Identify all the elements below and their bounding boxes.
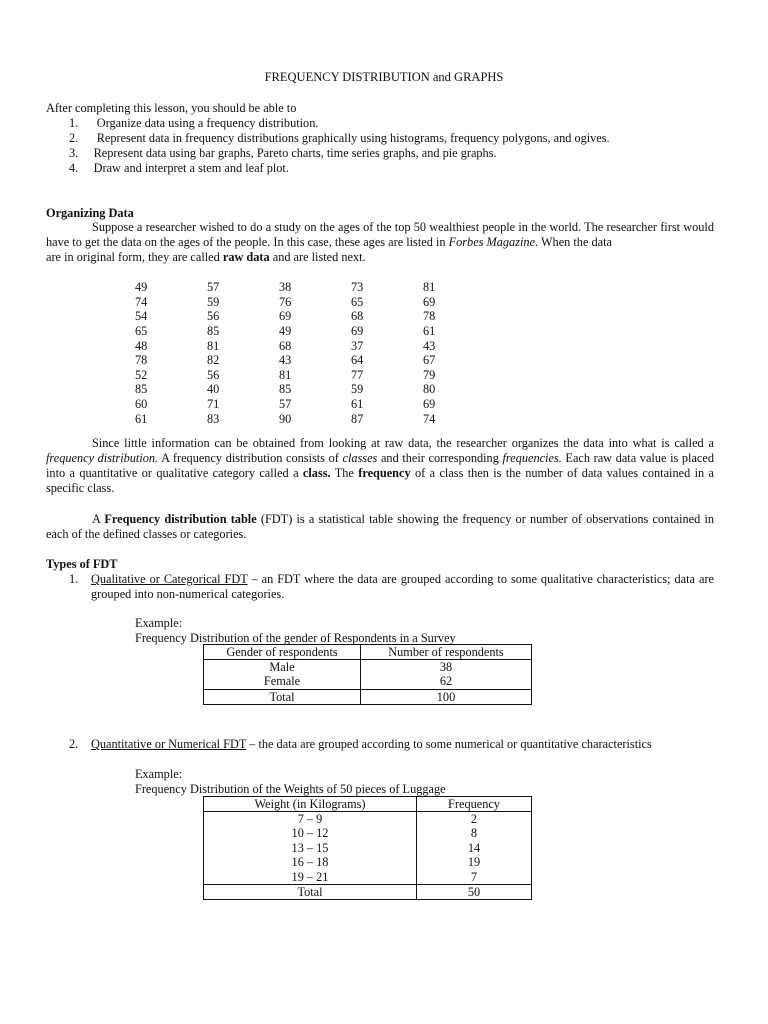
raw-data-row [120, 368, 480, 383]
text-run: . When the data [535, 235, 612, 249]
raw-data-cell: 77 [351, 367, 364, 382]
table-cell: 2 [470, 812, 478, 826]
raw-data-cell: 79 [423, 367, 436, 382]
term-fdt: Frequency distribution table [104, 512, 257, 526]
frequency-column [417, 812, 532, 885]
term-frequencies: frequencies. [502, 451, 562, 465]
table-cell: 14 [467, 840, 481, 855]
raw-data-cell: 57 [207, 280, 220, 295]
raw-data-cell: 81 [207, 338, 220, 353]
raw-data-cell: 61 [135, 411, 148, 426]
term-class: class. [302, 466, 331, 480]
term-frequency: frequency [358, 466, 411, 480]
raw-data-cell: 48 [135, 338, 148, 353]
raw-data-cell: 61 [351, 397, 364, 412]
raw-data-cell: 54 [135, 309, 148, 324]
objective-text: Draw and interpret a stem and leaf plot. [93, 161, 289, 175]
objective-number: 4. [69, 161, 79, 175]
text-run: – an FDT where the data are grouped according to some qualitative characteristics; data are grouped into non-numerical categories. [91, 572, 714, 601]
gender-column [204, 660, 361, 690]
raw-data-cell: 59 [207, 294, 220, 309]
type-1-description [91, 572, 714, 602]
text-run: Each raw data value is placed into a quantitative or qualitative category called a [46, 451, 714, 480]
raw-data-cell: 56 [207, 309, 220, 324]
raw-data-row [120, 338, 480, 353]
raw-data-cell: 64 [351, 353, 364, 368]
raw-data-cell: 43 [279, 353, 292, 368]
text-run: A [92, 512, 105, 526]
raw-data-cell: 52 [135, 367, 148, 382]
table-total-value: 100 [361, 689, 532, 704]
table-cell: 16 – 18 [291, 855, 329, 870]
table-total-label: Total [204, 884, 417, 899]
table-cell: Male [269, 660, 295, 674]
table-cell: 19 – 21 [291, 869, 329, 884]
type-2-number: 2. [69, 737, 79, 751]
raw-data-cell: 49 [279, 324, 292, 339]
raw-data-cell: 67 [423, 353, 436, 368]
raw-data-cell: 40 [207, 382, 220, 397]
raw-data-cell: 57 [279, 397, 292, 412]
text-run: and are listed next. [269, 250, 366, 264]
objective-number: 3. [69, 146, 79, 160]
raw-data-row [120, 353, 480, 368]
raw-data-row [120, 295, 480, 310]
raw-data-cell: 43 [423, 338, 436, 353]
table-cell: 10 – 12 [291, 826, 329, 841]
organizing-paragraph-1-end [46, 250, 366, 264]
raw-data-cell: 78 [135, 353, 148, 368]
raw-data-row [120, 324, 480, 339]
raw-data-cell: 69 [351, 324, 364, 339]
raw-data-cell: 81 [423, 280, 436, 295]
objective-item-2 [69, 131, 610, 145]
table-cell: 13 – 15 [291, 840, 329, 855]
raw-data-cell: 61 [423, 324, 436, 339]
raw-data-row [120, 397, 480, 412]
table-header: Number of respondents [361, 645, 532, 660]
example-1-caption: Frequency Distribution of the gender of Respondents in a Survey [135, 631, 456, 645]
organizing-paragraph-1 [46, 220, 714, 250]
raw-data-cell: 65 [351, 294, 364, 309]
raw-data-cell: 90 [279, 411, 292, 426]
table-cell: 8 [470, 826, 478, 841]
raw-data-cell: 69 [279, 309, 292, 324]
weight-column [204, 812, 417, 885]
type-2-description [91, 737, 652, 751]
raw-data-cell: 71 [207, 397, 220, 412]
text-run: A frequency distribution consists of [158, 451, 343, 465]
raw-data-cell: 49 [135, 280, 148, 295]
example-1-label: Example: [135, 616, 183, 630]
table-cell: 62 [439, 674, 453, 689]
raw-data-cell: 73 [351, 280, 364, 295]
text-run: of a class then is the number of data values contained in a specific class. [46, 466, 715, 495]
raw-data-row [120, 280, 480, 295]
raw-data-row [120, 411, 480, 426]
raw-data-cell: 65 [135, 324, 148, 339]
raw-data-term: raw data [222, 250, 270, 264]
table-total-value: 50 [417, 884, 532, 899]
objective-text: Represent data using bar graphs, Pareto charts, time series graphs, and pie graphs. [93, 146, 497, 160]
table-cell: Female [263, 674, 301, 689]
raw-data-cell: 74 [423, 411, 436, 426]
raw-data-cell: 80 [423, 382, 436, 397]
table-header: Frequency [417, 797, 532, 812]
table-header: Weight (in Kilograms) [204, 797, 417, 812]
types-heading: Types of FDT [46, 557, 118, 571]
raw-data-cell: 69 [423, 397, 436, 412]
table-total-label: Total [204, 689, 361, 704]
raw-data-cell: 69 [423, 294, 436, 309]
raw-data-cell: 68 [351, 309, 364, 324]
objectives-intro: After completing this lesson, you should be able to [46, 101, 297, 115]
raw-data-cell: 85 [207, 324, 220, 339]
text-run: are in original form, they are called [46, 250, 223, 264]
magazine-name: Forbes Magazine [448, 235, 536, 249]
type-1-number: 1. [69, 572, 79, 586]
objective-number: 1. [69, 116, 79, 130]
organizing-data-heading: Organizing Data [46, 206, 134, 220]
objective-text: Represent data in frequency distributions graphically using histograms, frequency polygons, and ogives. [96, 131, 610, 145]
raw-data-cell: 38 [279, 280, 292, 295]
text-run: Suppose a researcher wished to do a study on the ages of the top 50 wealthiest people in the world. The researcher first would have to get the data on the ages of the people. In this case, these ages are listed in [46, 220, 714, 249]
table-cell: 7 – 9 [297, 812, 323, 826]
raw-data-cell: 37 [351, 338, 364, 353]
example-2-label: Example: [135, 767, 183, 781]
raw-data-cell: 83 [207, 411, 220, 426]
objective-item-1 [69, 116, 318, 130]
raw-data-cell: 85 [279, 382, 292, 397]
term-classes: classes [342, 451, 378, 465]
text-run: (FDT) is a statistical table showing the frequency or number of observations contained in each of the defined classes or categories. [46, 512, 715, 541]
weight-fdt-table [203, 796, 532, 900]
text-run: – the data are grouped according to some numerical or quantitative characteristics [246, 737, 652, 751]
count-column [361, 660, 532, 690]
table-cell: 19 [467, 855, 481, 870]
raw-data-cell: 78 [423, 309, 436, 324]
text-run: Since little information can be obtained from looking at raw data, the researcher organizes the data into what is called a [92, 436, 714, 450]
raw-data-row [120, 382, 480, 397]
objective-text: Organize data using a frequency distribution. [96, 116, 319, 130]
organizing-paragraph-2 [46, 436, 714, 496]
type-2-label: Quantitative or Numerical FDT [91, 737, 247, 751]
raw-data-cell: 68 [279, 338, 292, 353]
raw-data-row [120, 309, 480, 324]
table-cell: 7 [470, 869, 478, 884]
objective-number: 2. [69, 131, 79, 145]
raw-data-cell: 74 [135, 294, 148, 309]
raw-data-cell: 59 [351, 382, 364, 397]
raw-data-cell: 81 [279, 367, 292, 382]
raw-data-cell: 60 [135, 397, 148, 412]
raw-data-table [120, 280, 480, 426]
page-title: FREQUENCY DISTRIBUTION and GRAPHS [264, 70, 504, 84]
text-run: The [330, 466, 359, 480]
raw-data-cell: 85 [135, 382, 148, 397]
term-frequency-distribution: frequency distribution. [46, 451, 159, 465]
table-header: Gender of respondents [204, 645, 361, 660]
raw-data-cell: 87 [351, 411, 364, 426]
raw-data-cell: 56 [207, 367, 220, 382]
type-1-label: Qualitative or Categorical FDT [91, 572, 248, 586]
raw-data-cell: 82 [207, 353, 220, 368]
raw-data-cell: 76 [279, 294, 292, 309]
table-cell: 38 [439, 660, 453, 674]
example-2-caption: Frequency Distribution of the Weights of 50 pieces of Luggage [135, 782, 446, 796]
objective-item-3 [69, 146, 497, 160]
objective-item-4 [69, 161, 289, 175]
organizing-paragraph-3 [46, 512, 714, 542]
text-run: and their corresponding [377, 451, 503, 465]
gender-fdt-table [203, 644, 532, 705]
